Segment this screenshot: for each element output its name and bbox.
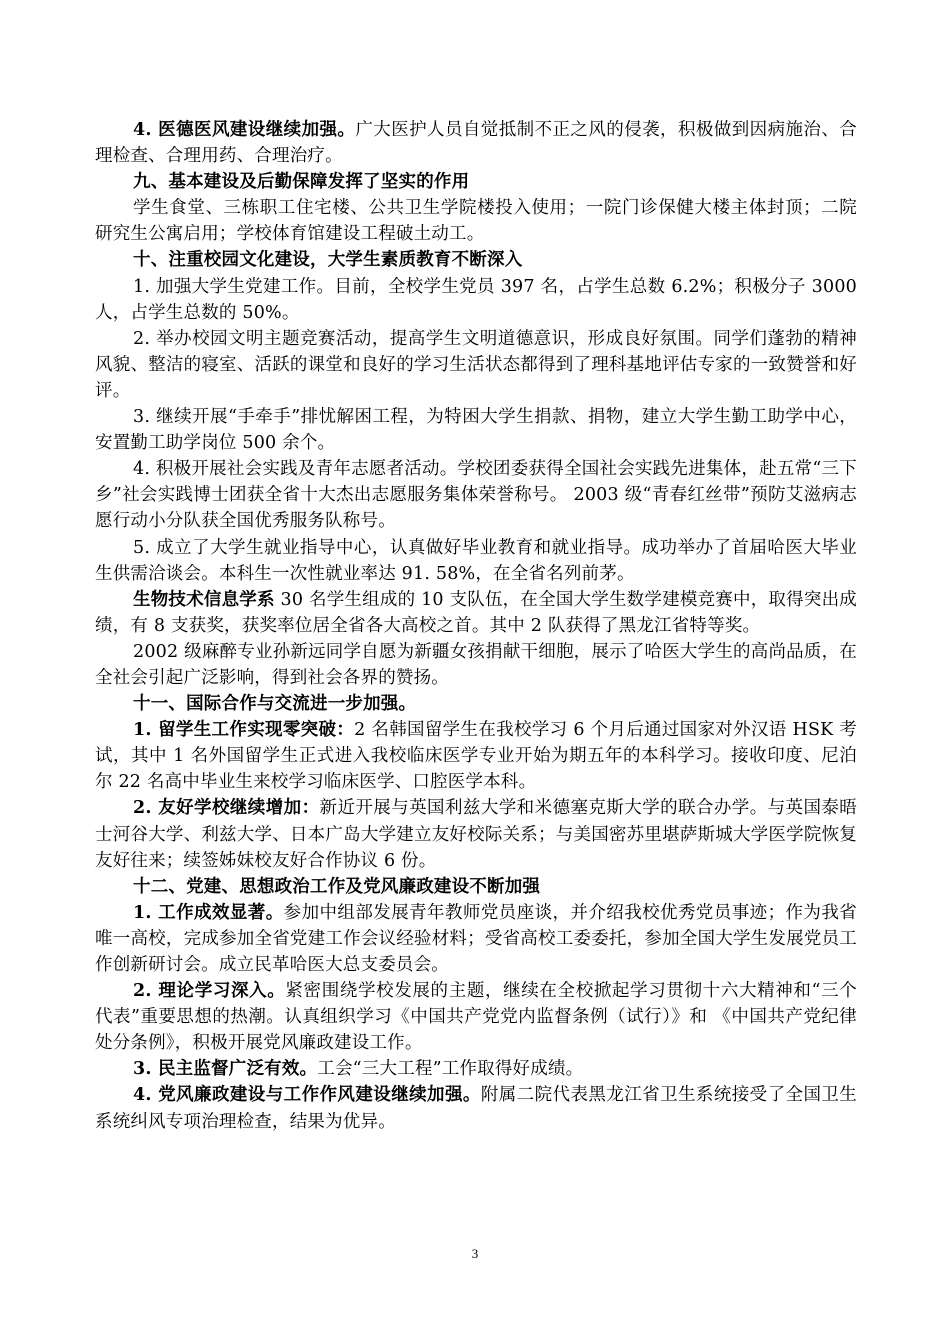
- paragraph-text: 30 名学生组成的 10 支队伍，在全国大学生数学建模竞赛中，取得突出成绩，有 8 支获奖，获奖率位居全省各大高校之首。其中 2 队获得了黑龙江省特等奖。: [95, 589, 857, 636]
- paragraph: [95, 117, 857, 169]
- paragraph: 2. 举办校园文明主题竞赛活动，提高学生文明道德意识，形成良好氛围。同学们蓬勃的精神风貌、整洁的寝室、活跃的课堂和良好的学习生活状态都得到了理科基地评估专家的一致赞誉和好评。: [95, 328, 857, 401]
- paragraph-text: 广大医护人员自觉抵制不正之风的侵袭，积极做到因病施治、合理检查、合理用药、合理治疗。: [95, 120, 857, 167]
- paragraph-text: 参加中组部发展青年教师党员座谈，并介绍我校优秀党员事迹；作为我省唯一高校，完成参加全省党建工作会议经验材料；受省高校工委委托，参加全国大学生发展党员工作创新研讨会。成立民革哈医大总支委员会。: [95, 902, 857, 975]
- page-number: 3: [471, 1246, 479, 1261]
- paragraph: [95, 717, 857, 795]
- section-heading: 十二、党建、思想政治工作及党风廉政建设不断加强: [133, 876, 541, 897]
- paragraph-lead: 1. 工作成效显著。: [133, 902, 284, 923]
- paragraph-lead: 2. 理论学习深入。: [133, 981, 286, 1002]
- paragraph: 5. 成立了大学生就业指导中心，认真做好毕业教育和就业指导。成功举办了首届哈医大毕业生供需洽谈会。本科生一次性就业率达 91. 58%，在全省名列前茅。: [95, 537, 857, 584]
- paragraph: [95, 900, 857, 978]
- document-body: [95, 117, 857, 1135]
- paragraph: 4. 积极开展社会实践及青年志愿者活动。学校团委获得全国社会实践先进集体，赴五常“三下乡”社会实践博士团获全省十大杰出志愿服务集体荣誉称号。 2003 级“青春红丝带”预防艾滋病志愿行动小分队获全国优秀服务队称号。: [95, 459, 857, 532]
- paragraph-text: 新近开展与英国利兹大学和米德塞克斯大学的联合办学。与英国泰晤士河谷大学、利兹大学、日本广岛大学建立友好校际关系；与美国密苏里堪萨斯城大学医学院恢复友好往来；续签姊妹校友好合作协议 6 份。: [95, 798, 858, 871]
- paragraph: 学生食堂、三栋职工住宅楼、公共卫生学院楼投入使用；一院门诊保健大楼主体封顶；二院研究生公寓启用；学校体育馆建设工程破土动工。: [95, 198, 857, 245]
- paragraph: [95, 1082, 857, 1134]
- paragraph-text: 2 名韩国留学生在我校学习 6 个月后通过国家对外汉语 HSK 考试，其中 1 名外国留学生正式进入我校临床医学专业开始为期五年的本科学习。接收印度、尼泊尔 22 名高中毕业生来校学习临床医学、口腔医学本科。: [95, 720, 857, 793]
- paragraph: 3. 继续开展“手牵手”排忧解困工程，为特困大学生捐款、捐物，建立大学生勤工助学中心，安置勤工助学岗位 500 余个。: [95, 407, 857, 454]
- paragraph: [95, 587, 857, 639]
- paragraph-lead: 生物技术信息学系: [133, 589, 275, 610]
- paragraph: [95, 1056, 857, 1082]
- paragraph-lead: 2. 友好学校继续增加：: [133, 798, 320, 819]
- paragraph: 1. 加强大学生党建工作。目前，全校学生党员 397 名，占学生总数 6.2%；积极分子 3000 人，占学生总数的 50%。: [95, 276, 857, 323]
- section-heading: 十、注重校园文化建设，大学生素质教育不断深入: [133, 250, 523, 271]
- paragraph-lead: 3. 民主监督广泛有效。: [133, 1059, 318, 1080]
- paragraph-lead: 1. 留学生工作实现零突破：: [133, 720, 355, 741]
- paragraph: [95, 978, 857, 1056]
- paragraph-text: 附属二院代表黑龙江省卫生系统接受了全国卫生系统纠风专项治理检查，结果为优异。: [95, 1085, 858, 1132]
- paragraph: 2002 级麻醉专业孙新远同学自愿为新疆女孩捐献干细胞，展示了哈医大学生的高尚品质，在全社会引起广泛影响，得到社会各界的赞扬。: [95, 641, 857, 688]
- paragraph: [95, 795, 857, 873]
- section-heading: 十一、国际合作与交流进一步加强。: [133, 694, 417, 715]
- paragraph-lead: 4. 党风廉政建设与工作作风建设继续加强。: [133, 1085, 481, 1106]
- section-heading: 九、基本建设及后勤保障发挥了坚实的作用: [133, 172, 470, 193]
- paragraph-text: 紧密围绕学校发展的主题，继续在全校掀起学习贯彻十六大精神和“三个代表”重要思想的热潮。认真组织学习《中国共产党党内监督条例（试行）》和 《中国共产党纪律处分条例》，积极开展党风廉政建设工作。: [95, 981, 857, 1054]
- paragraph-lead: 4. 医德医风建设继续加强。: [133, 120, 356, 140]
- paragraph-text: 工会“三大工程”工作取得好成绩。: [317, 1059, 584, 1080]
